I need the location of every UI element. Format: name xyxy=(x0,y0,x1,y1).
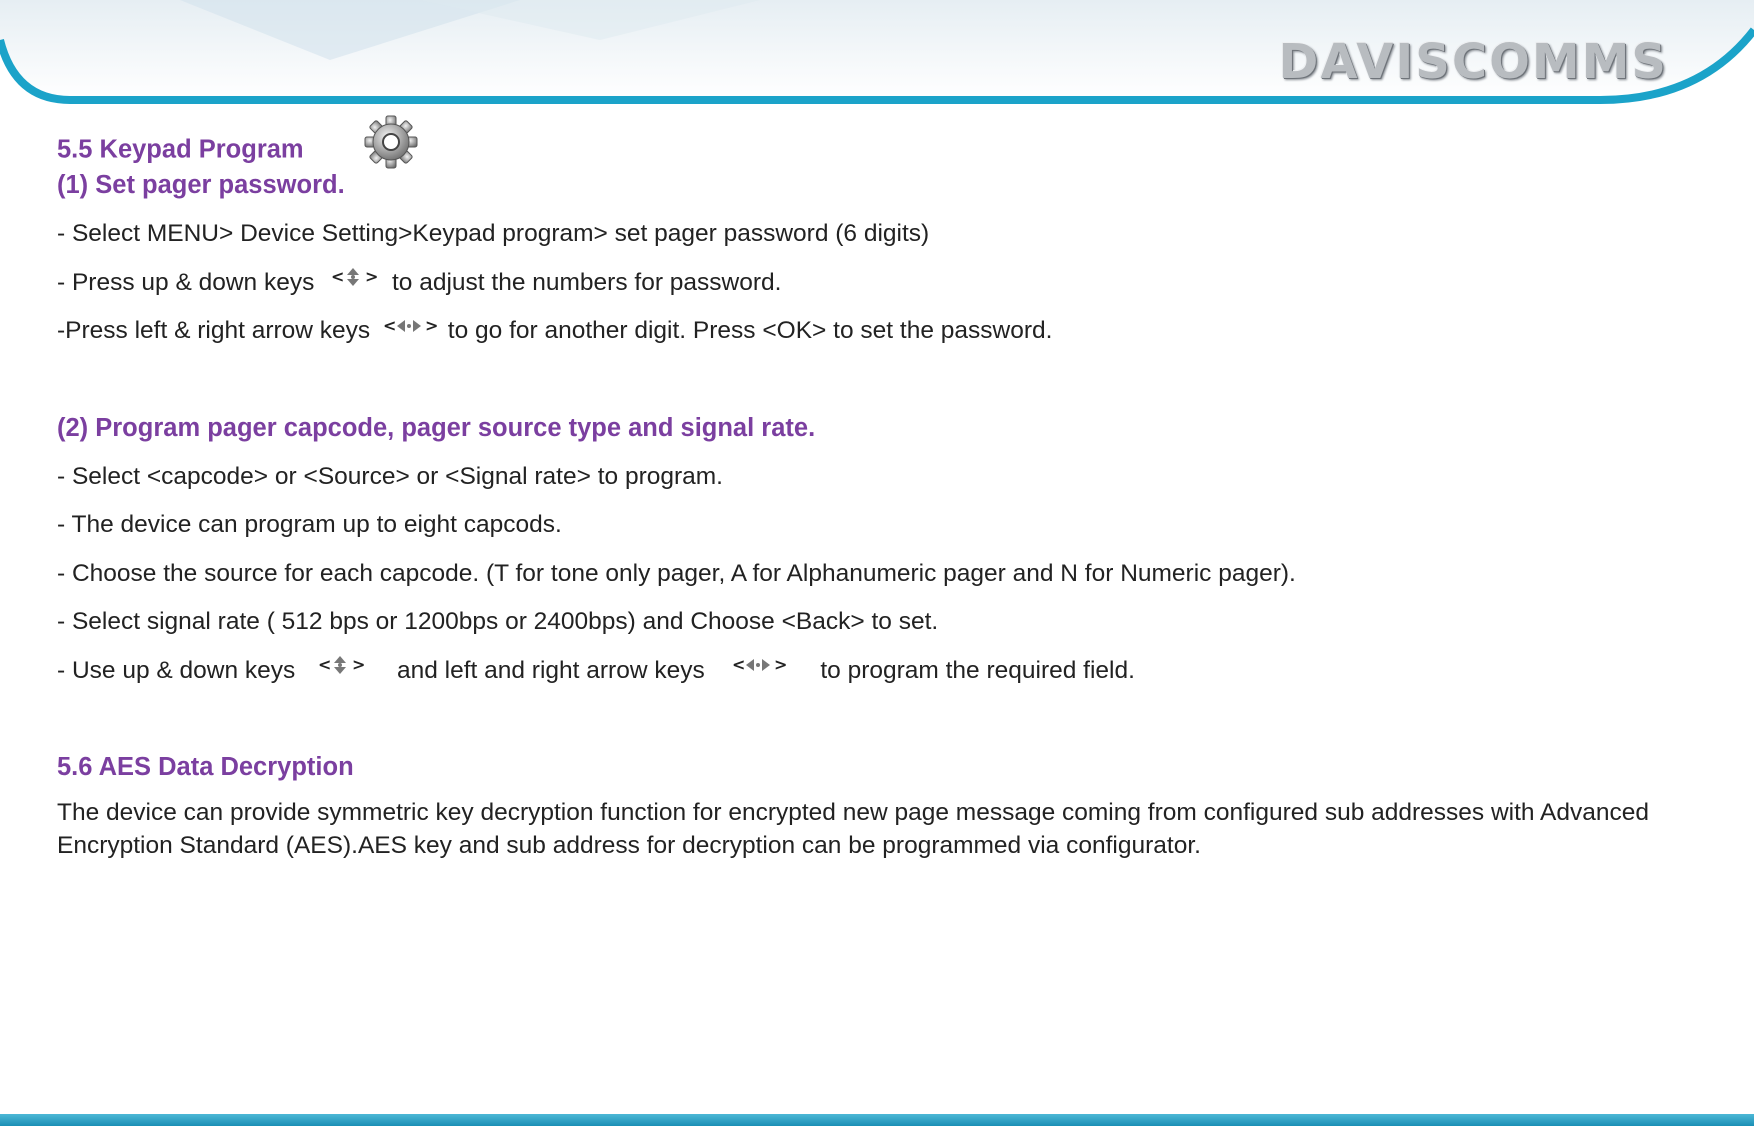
text-line: - Select <capcode> or <Source> or <Signal rate> to program. xyxy=(57,462,723,490)
svg-text:>: > xyxy=(773,655,787,675)
text-fragment: to program the required field. xyxy=(820,656,1135,684)
daviscomms-logo: DAVISCOMMS xyxy=(1278,34,1668,90)
section-5-5-title-text: 5.5 Keypad Program xyxy=(57,135,304,164)
left-right-keys-icon xyxy=(381,312,437,348)
section-5-5-title xyxy=(57,118,1697,167)
left-right-keys-icon xyxy=(730,651,786,687)
text-line xyxy=(57,653,1697,702)
spacer xyxy=(57,362,1697,410)
text-fragment: to go for another digit. Press <OK> to set the password. xyxy=(447,317,1053,344)
text-line: - Select MENU> Device Setting>Keypad program> set pager password (6 digits) xyxy=(57,220,930,247)
text-line xyxy=(57,313,1697,362)
svg-text:<: < xyxy=(731,655,745,675)
document-body xyxy=(57,118,1697,862)
text-fragment: and left and right arrow keys xyxy=(396,656,705,684)
aes-paragraph: The device can provide symmetric key decryption function for encrypted new page message coming from configured sub addresses with Advanced Encryption Standard (AES).AES key and sub address for decryption can be programmed via configurator. xyxy=(57,799,1649,859)
spacer xyxy=(57,701,1697,749)
gear-icon xyxy=(363,114,419,180)
text-line: - The device can program up to eight capcods. xyxy=(57,511,562,538)
up-down-keys-icon xyxy=(312,651,368,687)
text-fragment: -Press left & right arrow keys xyxy=(57,317,371,344)
text-fragment: - Press up & down keys xyxy=(57,268,315,296)
page-header xyxy=(0,0,1754,112)
svg-text:>: > xyxy=(365,267,379,287)
subsection-1-heading: (1) Set pager password. xyxy=(57,171,345,199)
text-line xyxy=(57,265,1697,314)
text-line: - Choose the source for each capcode. (T for tone only pager, A for Alphanumeric pager and N for Numeric pager). xyxy=(57,559,1296,587)
svg-text:>: > xyxy=(424,315,439,335)
text-fragment: - Use up & down keys xyxy=(57,656,296,684)
svg-text:<: < xyxy=(382,315,397,335)
up-down-keys-icon xyxy=(325,263,381,299)
subsection-2-heading: (2) Program pager capcode, pager source type and signal rate. xyxy=(57,413,816,442)
section-5-6-title: 5.6 AES Data Decryption xyxy=(57,753,354,781)
text-line: - Select signal rate ( 512 bps or 1200bps or 2400bps) and Choose <Back> to set. xyxy=(57,608,939,635)
footer-bar xyxy=(0,1114,1754,1126)
svg-text:<: < xyxy=(331,267,345,287)
text-fragment: to adjust the numbers for password. xyxy=(391,268,782,296)
svg-text:>: > xyxy=(352,655,366,675)
svg-text:<: < xyxy=(318,655,332,675)
